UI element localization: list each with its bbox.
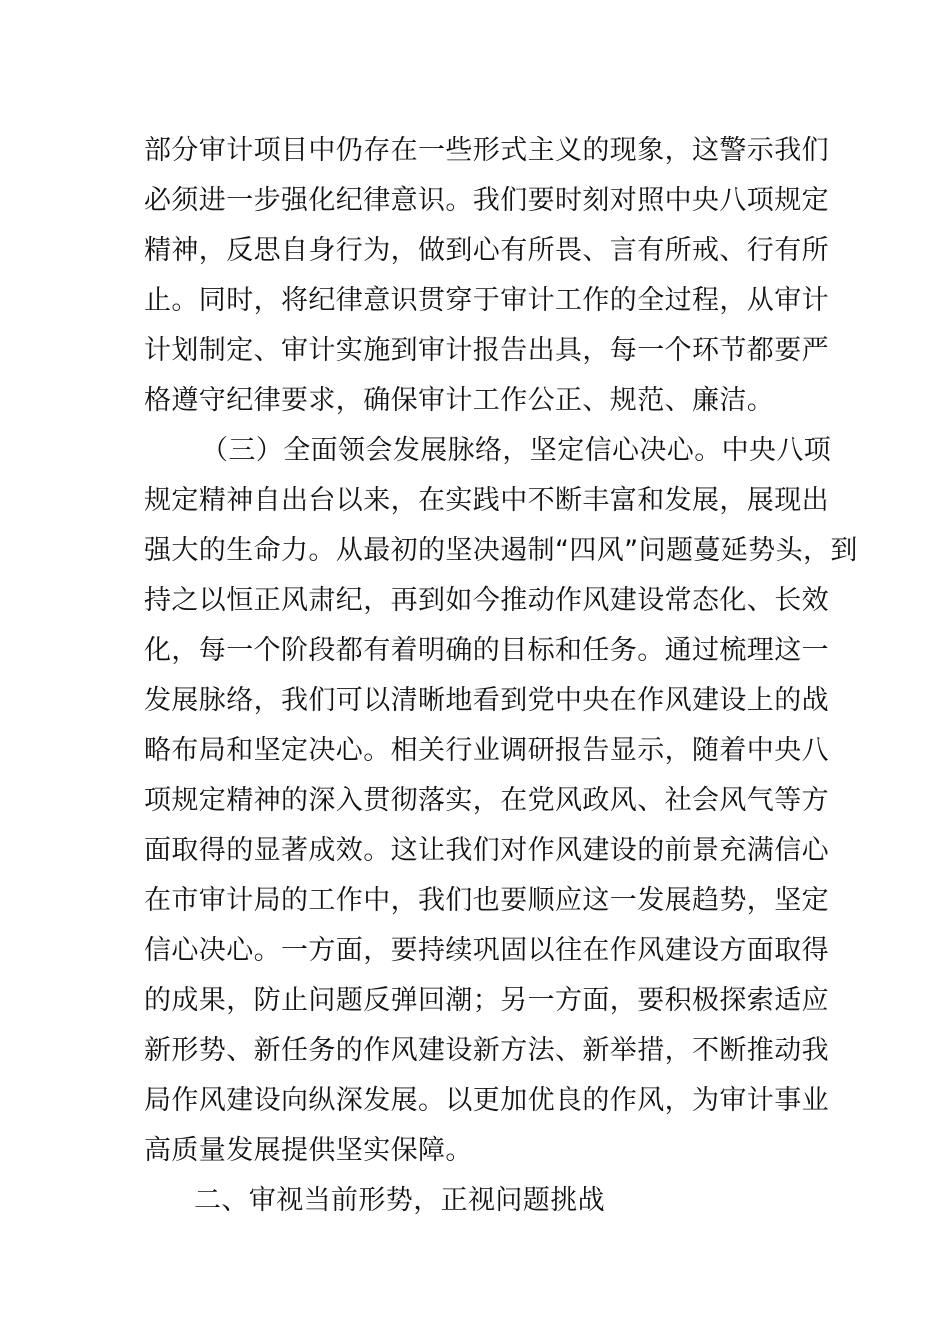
paragraph-line: 部分审计项目中仍存在一些形式主义的现象，这警示我们 (144, 135, 829, 166)
paragraph-line: 持之以恒正风肃纪，再到如今推动作风建设常态化、长效 (144, 585, 829, 616)
paragraph-line: 强大的生命力。从最初的坚决遏制“四风”问题蔓延势头，到 (144, 535, 858, 566)
paragraph-line: 信心决心。一方面，要持续巩固以往在作风建设方面取得 (144, 935, 829, 966)
paragraph-line: （三）全面领会发展脉络，坚定信心决心。中央八项 (201, 435, 832, 466)
paragraph-line: 精神，反思自身行为，做到心有所畏、言有所戒、行有所 (144, 235, 829, 266)
paragraph-line: 格遵守纪律要求，确保审计工作公正、规范、廉洁。 (144, 385, 775, 416)
paragraph-line: 高质量发展提供坚实保障。 (144, 1135, 473, 1166)
paragraph-line: 计划制定、审计实施到审计报告出具，每一个环节都要严 (144, 335, 829, 366)
paragraph-line: 规定精神自出台以来，在实践中不断丰富和发展，展现出 (144, 485, 829, 516)
paragraph-line: 发展脉络，我们可以清晰地看到党中央在作风建设上的战 (144, 685, 829, 716)
paragraph-line: 项规定精神的深入贯彻落实，在党风政风、社会风气等方 (144, 785, 829, 816)
section-heading: 二、审视当前形势，正视问题挑战 (194, 1185, 605, 1216)
paragraph-line: 止。同时，将纪律意识贯穿于审计工作的全过程，从审计 (144, 285, 829, 316)
paragraph-line: 新形势、新任务的作风建设新方法、新举措，不断推动我 (144, 1035, 829, 1066)
paragraph-line: 化，每一个阶段都有着明确的目标和任务。通过梳理这一 (144, 635, 829, 666)
paragraph-line: 略布局和坚定决心。相关行业调研报告显示，随着中央八 (144, 735, 829, 766)
paragraph-line: 面取得的显著成效。这让我们对作风建设的前景充满信心 (144, 835, 829, 866)
paragraph-line: 必须进一步强化纪律意识。我们要时刻对照中央八项规定 (144, 185, 829, 216)
paragraph-line: 在市审计局的工作中，我们也要顺应这一发展趋势，坚定 (144, 885, 829, 916)
paragraph-line: 的成果，防止问题反弹回潮；另一方面，要积极探索适应 (144, 985, 829, 1016)
paragraph-line: 局作风建设向纵深发展。以更加优良的作风，为审计事业 (144, 1085, 829, 1116)
